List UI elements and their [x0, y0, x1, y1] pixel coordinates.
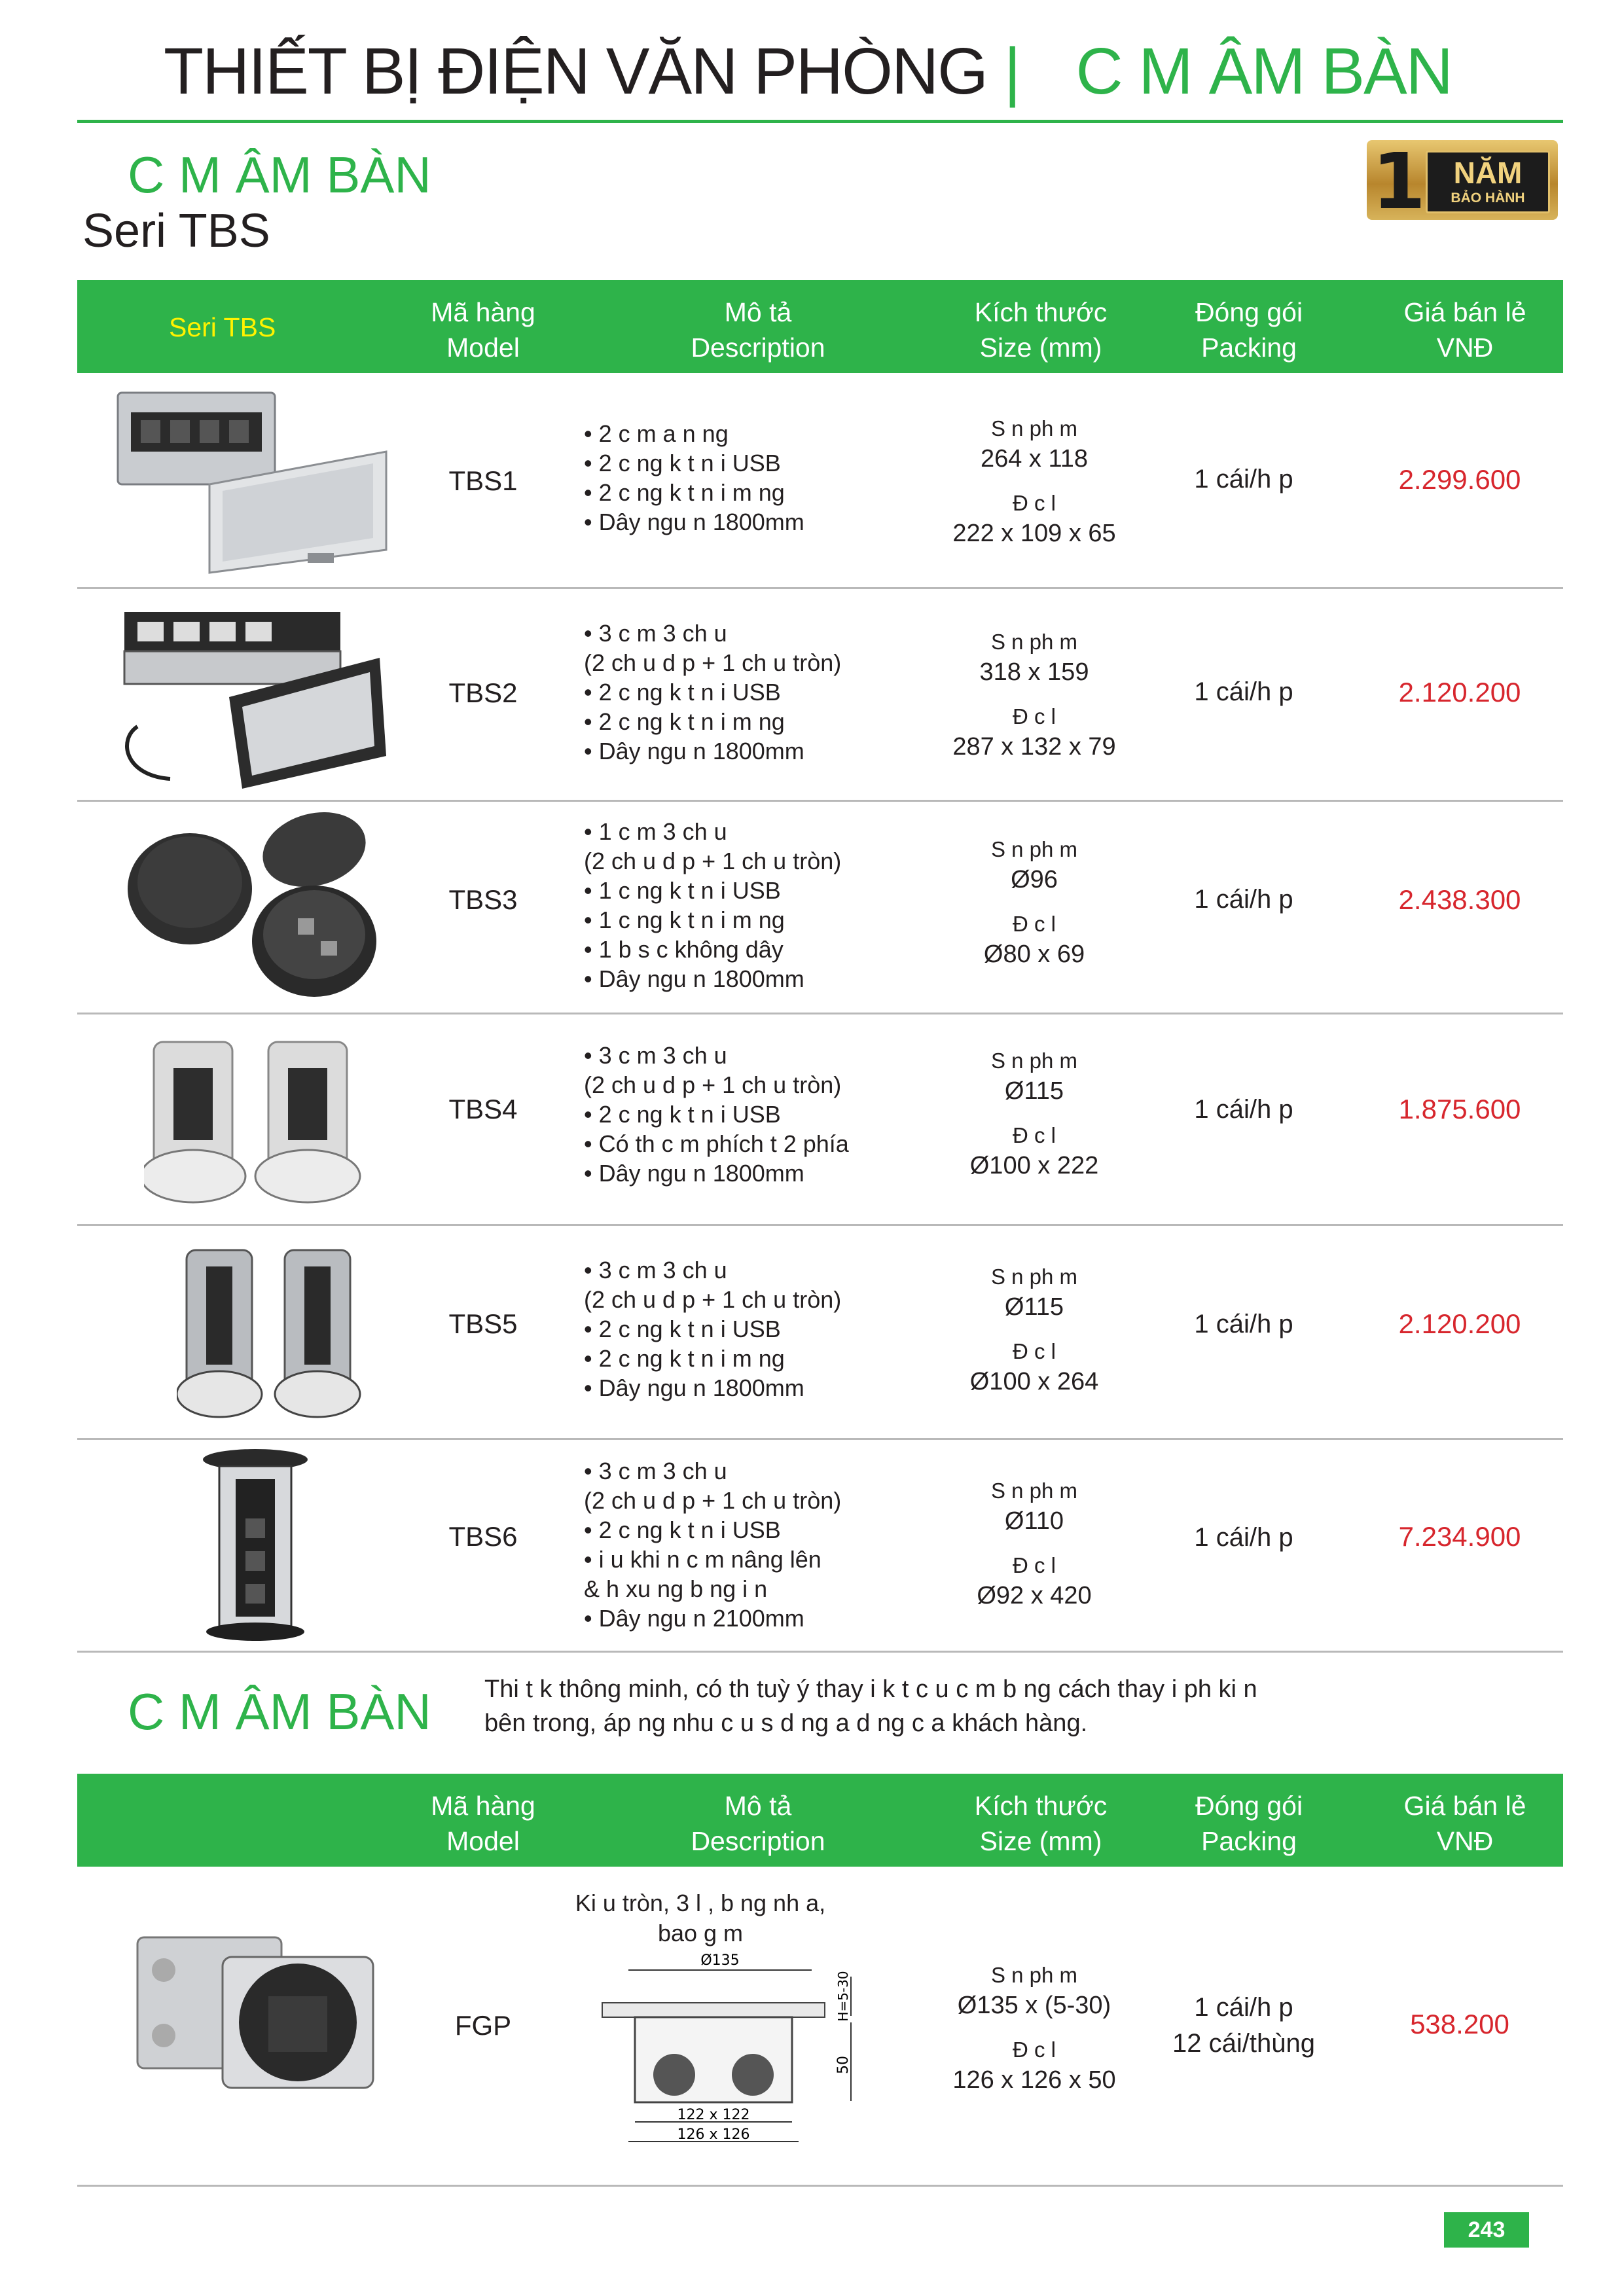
size-cutout-label: Đ c l	[1013, 1553, 1056, 1577]
size-fgp	[929, 1960, 1139, 2095]
price-fgp: 538.200	[1410, 2009, 1509, 2039]
section-title: C M ÂM BÀN	[128, 146, 431, 204]
desc-line: (2 ch u d p + 1 ch u tròn)	[584, 848, 842, 874]
row-divider	[77, 1651, 1563, 1653]
product-image-tbs2	[111, 599, 393, 792]
warranty-label-year: NĂM	[1453, 156, 1523, 190]
desc-line: • 1 c ng k t n i m ng	[584, 906, 785, 933]
warranty-label-text: BẢO HÀNH	[1451, 190, 1525, 206]
pack-line: 12 cái/thùng	[1172, 2029, 1315, 2058]
intro-line: bên trong, áp ng nhu c u s d ng a d ng c a khách hàng.	[484, 1710, 1088, 1737]
desc-line: • 2 c ng k t n i m ng	[584, 479, 785, 506]
header-size-en: Size (mm)	[979, 332, 1102, 363]
header-desc-en: Description	[691, 332, 825, 363]
diagram-height-dim: H=5-30	[835, 1971, 851, 2022]
section-intro	[484, 1672, 1558, 1740]
desc-line: & h xu ng b ng i n	[584, 1575, 768, 1602]
size-product-label: S n ph m	[990, 416, 1078, 440]
desc-line: • 1 c m 3 ch u	[584, 818, 727, 845]
header-separator: |	[1003, 35, 1020, 108]
size-cutout-value: Ø80 x 69	[983, 941, 1085, 968]
header-model-vi: Mã hàng	[431, 297, 535, 327]
header-pack-en: Packing	[1201, 1826, 1297, 1856]
size-tbs6	[929, 1476, 1139, 1611]
desc-fgp-title	[563, 1888, 838, 1948]
pack-line: 1 cái/h p	[1194, 1993, 1293, 2022]
desc-line: • Dây ngu n 1800mm	[584, 1374, 804, 1401]
table-header-2	[77, 1774, 1563, 1867]
product-image-tbs6	[196, 1446, 314, 1643]
desc-tbs1	[584, 419, 804, 537]
series-subtitle: Seri TBS	[82, 205, 270, 257]
size-product-value: 318 x 159	[979, 658, 1089, 686]
size-tbs4	[929, 1046, 1139, 1181]
desc-line: • 2 c ng k t n i USB	[584, 1516, 781, 1543]
row-divider	[77, 1224, 1563, 1226]
desc-line: (2 ch u d p + 1 ch u tròn)	[584, 1286, 842, 1313]
header-model-en: Model	[446, 1826, 520, 1856]
desc-tbs6	[584, 1456, 841, 1633]
page-number: 243	[1444, 2212, 1529, 2248]
desc-tbs3	[584, 817, 841, 994]
header-pack-vi: Đóng gói	[1195, 297, 1303, 327]
desc-line: (2 ch u d p + 1 ch u tròn)	[584, 649, 842, 676]
size-tbs5	[929, 1262, 1139, 1397]
header-divider	[77, 120, 1563, 123]
product-image-tbs4	[144, 1022, 367, 1215]
header-size-vi: Kích thước	[974, 297, 1108, 327]
desc-line: • 2 c ng k t n i USB	[584, 450, 781, 476]
desc-line: Ki u tròn, 3 l , b ng nh a,	[575, 1890, 826, 1916]
size-cutout-label: Đ c l	[1013, 704, 1056, 728]
size-product-label: S n ph m	[990, 1265, 1078, 1289]
desc-line: • 3 c m 3 ch u	[584, 1458, 727, 1484]
header-model-en: Model	[446, 332, 520, 363]
size-product-value: 264 x 118	[980, 445, 1089, 473]
desc-line: • 3 c m 3 ch u	[584, 1042, 727, 1069]
size-cutout-label: Đ c l	[1013, 1339, 1056, 1363]
header-price	[1367, 295, 1563, 365]
header-pack	[1151, 295, 1347, 365]
price-tbs6: 7.234.900	[1398, 1521, 1521, 1552]
header-desc	[653, 295, 863, 365]
header-price-vi: Giá bán lẻ	[1403, 297, 1526, 327]
desc-line: • 1 c ng k t n i USB	[584, 877, 781, 904]
header-model	[418, 295, 549, 365]
warranty-badge	[1367, 136, 1558, 226]
row-divider	[77, 2185, 1563, 2187]
product-image-tbs5	[177, 1234, 373, 1430]
fgp-dimension-diagram	[589, 1950, 877, 2166]
desc-line: • 2 c ng k t n i USB	[584, 679, 781, 706]
model-tbs6: TBS6	[448, 1521, 518, 1552]
warranty-label-box	[1426, 151, 1550, 213]
desc-line: • Dây ngu n 1800mm	[584, 965, 804, 992]
desc-line: • Dây ngu n 2100mm	[584, 1605, 804, 1632]
desc-tbs5	[584, 1255, 841, 1403]
size-product-label: S n ph m	[990, 1963, 1078, 1987]
size-product-value: Ø115	[1004, 1077, 1064, 1105]
model-tbs5: TBS5	[448, 1308, 518, 1339]
size-cutout-value: Ø100 x 264	[969, 1368, 1099, 1395]
price-tbs4: 1.875.600	[1398, 1094, 1521, 1124]
pack-tbs3: 1 cái/h p	[1194, 885, 1293, 914]
diagram-top-dim: Ø135	[700, 1952, 740, 1969]
desc-line: • 2 c m a n ng	[584, 420, 729, 447]
product-image-tbs1	[111, 386, 399, 579]
header-price-en: VNĐ	[1436, 332, 1494, 363]
header-desc-vi: Mô tả	[724, 297, 792, 327]
size-tbs2	[929, 627, 1139, 762]
model-fgp: FGP	[454, 2010, 512, 2041]
size-product-label: S n ph m	[990, 1049, 1078, 1073]
header-desc	[653, 1788, 863, 1859]
header-title-left: THIẾT BỊ ĐIỆN VĂN PHÒNG	[164, 35, 987, 108]
price-tbs1: 2.299.600	[1398, 464, 1521, 495]
product-image-tbs3	[124, 810, 386, 1003]
desc-tbs4	[584, 1041, 849, 1188]
model-tbs3: TBS3	[448, 884, 518, 915]
size-product-label: S n ph m	[990, 837, 1078, 861]
pack-tbs1: 1 cái/h p	[1194, 465, 1293, 493]
model-tbs4: TBS4	[448, 1094, 518, 1124]
desc-line: • 2 c ng k t n i m ng	[584, 708, 785, 735]
desc-line: • 3 c m 3 ch u	[584, 620, 727, 647]
size-product-value: Ø110	[1004, 1507, 1064, 1535]
pack-tbs2: 1 cái/h p	[1194, 677, 1293, 706]
header-size	[936, 1788, 1146, 1859]
desc-line: • 1 b s c không dây	[584, 936, 784, 963]
header-pack-en: Packing	[1201, 332, 1297, 363]
header-desc-vi: Mô tả	[724, 1791, 792, 1821]
size-product-value: Ø135 x (5-30)	[957, 1992, 1111, 2019]
desc-line: (2 ch u d p + 1 ch u tròn)	[584, 1487, 842, 1514]
pack-fgp	[1146, 1990, 1342, 2062]
header-price-vi: Giá bán lẻ	[1403, 1791, 1526, 1821]
size-product-value: Ø115	[1004, 1293, 1064, 1321]
size-cutout-label: Đ c l	[1013, 2037, 1056, 2062]
header-price	[1367, 1788, 1563, 1859]
price-tbs3: 2.438.300	[1398, 884, 1521, 915]
row-divider	[77, 800, 1563, 802]
size-product-label: S n ph m	[990, 1479, 1078, 1503]
header-model-vi: Mã hàng	[431, 1791, 535, 1821]
pack-tbs4: 1 cái/h p	[1194, 1095, 1293, 1124]
desc-tbs2	[584, 619, 841, 766]
pack-tbs6: 1 cái/h p	[1194, 1523, 1293, 1552]
header-size-en: Size (mm)	[979, 1826, 1102, 1856]
header-series: Seri TBS	[169, 312, 276, 342]
desc-line: (2 ch u d p + 1 ch u tròn)	[584, 1071, 842, 1098]
diagram-depth-dim: 50	[835, 2056, 852, 2074]
size-cutout-value: 222 x 109 x 65	[952, 520, 1116, 547]
header-pack	[1151, 1788, 1347, 1859]
section-title-2: C M ÂM BÀN	[128, 1683, 431, 1740]
size-cutout-value: 126 x 126 x 50	[952, 2066, 1116, 2094]
header-pack-vi: Đóng gói	[1195, 1791, 1303, 1821]
desc-line: • Dây ngu n 1800mm	[584, 1160, 804, 1187]
intro-line: Thi t k thông minh, có th tuỳ ý thay i k t c u c m b ng cách thay i ph ki n	[484, 1676, 1257, 1703]
desc-line: bao g m	[657, 1920, 744, 1946]
size-cutout-value: Ø100 x 222	[969, 1152, 1099, 1179]
desc-line: • Dây ngu n 1800mm	[584, 509, 804, 535]
diagram-bottom-dim-1: 122 x 122	[677, 2107, 750, 2123]
size-cutout-label: Đ c l	[1013, 1123, 1056, 1147]
product-image-fgp	[118, 1918, 393, 2101]
desc-line: • Có th c m phích t 2 phía	[584, 1130, 849, 1157]
price-tbs5: 2.120.200	[1398, 1308, 1521, 1339]
row-divider	[77, 587, 1563, 589]
size-cutout-value: 287 x 132 x 79	[952, 733, 1116, 761]
warranty-years: 1	[1372, 136, 1426, 226]
desc-line: • 3 c m 3 ch u	[584, 1257, 727, 1283]
page-header-title	[164, 34, 1452, 109]
size-tbs1	[929, 414, 1139, 548]
desc-line: • i u khi n c m nâng lên	[584, 1546, 821, 1573]
header-desc-en: Description	[691, 1826, 825, 1856]
header-title-right: C M ÂM BÀN	[1075, 35, 1452, 108]
table-header	[77, 280, 1563, 373]
model-tbs2: TBS2	[448, 677, 518, 708]
desc-line: • 2 c ng k t n i USB	[584, 1101, 781, 1128]
diagram-bottom-dim-2: 126 x 126	[677, 2126, 750, 2143]
size-cutout-label: Đ c l	[1013, 491, 1056, 515]
model-tbs1: TBS1	[448, 465, 518, 496]
desc-line: • Dây ngu n 1800mm	[584, 738, 804, 764]
desc-line: • 2 c ng k t n i m ng	[584, 1345, 785, 1372]
size-product-value: Ø96	[1011, 866, 1058, 893]
row-divider	[77, 1438, 1563, 1440]
size-cutout-label: Đ c l	[1013, 912, 1056, 936]
desc-line: • 2 c ng k t n i USB	[584, 1316, 781, 1342]
row-divider	[77, 1013, 1563, 1014]
size-tbs3	[929, 834, 1139, 969]
pack-tbs5: 1 cái/h p	[1194, 1310, 1293, 1338]
header-model	[418, 1788, 549, 1859]
size-cutout-value: Ø92 x 420	[977, 1582, 1092, 1609]
size-product-label: S n ph m	[990, 630, 1078, 654]
header-size-vi: Kích thước	[974, 1791, 1108, 1821]
price-tbs2: 2.120.200	[1398, 677, 1521, 708]
header-price-en: VNĐ	[1436, 1826, 1494, 1856]
header-size	[936, 295, 1146, 365]
